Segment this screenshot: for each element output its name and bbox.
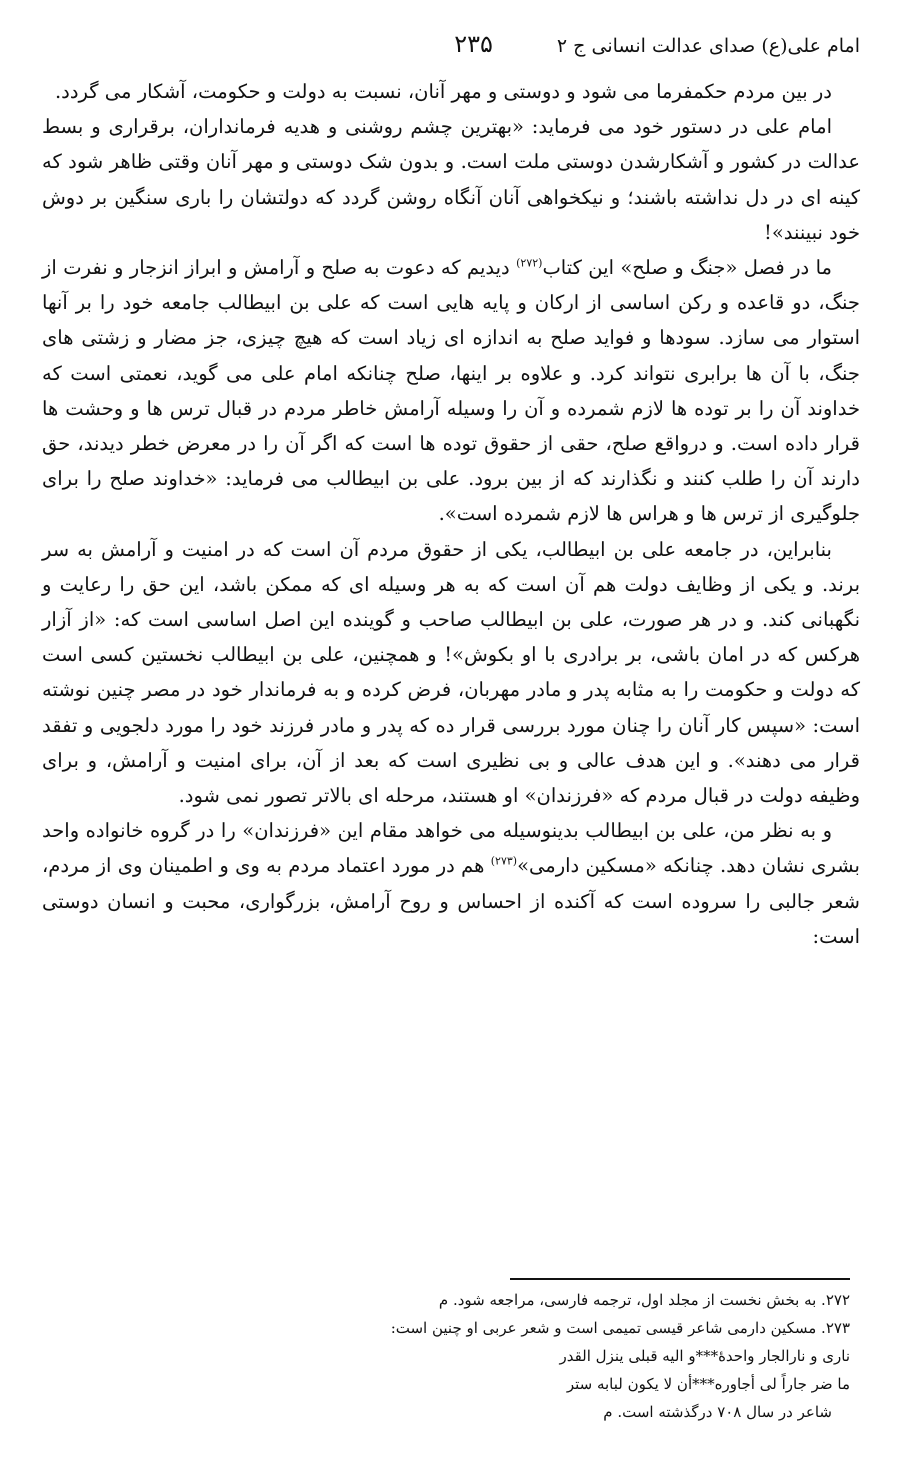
footnotes bbox=[42, 1278, 850, 1426]
paragraph-2: امام علی در دستور خود می فرماید: «بهترین چشم روشنی و هدیه فرمانداران، برقراری و بسط عدالت در کشور و آشکارشدن دوستی ملت است. و بدون شک دوستی و مهر آنان وقتی ظاهر شود که کینه ای در دل نداشته باشند؛ و نیکخواهی آنان آنگاه روشن گردد که دولتشان را باری سنگین بر دوش خود نبینند»! bbox=[42, 115, 860, 244]
page-header bbox=[42, 30, 860, 74]
paragraph-4: بنابراین، در جامعه علی بن ابیطالب، یکی از حقوق مردم آن است که در امنیت و آرامش به سر برند. و یکی از وظایف دولت هم آن است که به هر وسیله ای که ممکن باشد، این حق را رعایت و نگهبانی کند. و در هر صورت، علی بن ابیطالب صاحب و گوینده این اصل اساسی است که: «از آزار هرکس که در امان باشی، بر برادری با او بکوش»! و همچنین، علی بن ابیطالب نخستین کسی است که دولت و حکومت را به مثابه پدر و مادر مهربان، فرض کرده و به فرماندار خود در مصر چنین نوشته است: «سپس کار آنان را چنان مورد بررسی قرار ده که پدر و مادر فرزند خود را مورد دلجویی و تفقد قرار می دهند». و این هدف عالی و بی نظیری است که بعد از آن، برای امنیت و آرامش، و برای وظیفه دولت در قبال مردم که «فرزندان» او هستند، مرحله ای بالاتر تصور نمی شود. bbox=[42, 537, 860, 808]
paragraph-3 bbox=[42, 250, 860, 532]
paragraph-5 bbox=[42, 813, 860, 954]
running-title: امام علی(ع) صدای عدالت انسانی ج ۲ bbox=[556, 35, 860, 57]
paragraph-5-part-2: هم در مورد اعتماد مردم به وی و اطمینان وی از مردم، شعر جالبی را سروده است که آکنده از احساس و روح آرامش، بزرگواری، محبت و انسان دوستی است: bbox=[42, 854, 860, 948]
footnote-272: ۲۷۲. به بخش نخست از مجلد اول، ترجمه فارسی، مراجعه شود. م bbox=[438, 1291, 850, 1309]
footnote-ref-272[interactable]: (۲۷۲) bbox=[516, 256, 543, 270]
footnote-ref-273[interactable]: (۲۷۳) bbox=[490, 854, 518, 868]
paragraph-1: در بین مردم حکمفرما می شود و دوستی و مهر آنان، نسبت به دولت و حکومت، آشکار می گردد. bbox=[54, 80, 832, 103]
footnote-273-note: شاعر در سال ۷۰۸ درگذشته است. م bbox=[603, 1403, 832, 1421]
paragraph-3-part-2: دیدیم که دعوت به صلح و آرامش و ابراز انزجار و نفرت از جنگ، دو قاعده و رکن اساسی از ارکان و پایه هایی است که علی بن ابیطالب جامعه خود را بر آنها استوار می سازد. سودها و فواید صلح به اندازه ای زیاد است که هیچ چیزی، جز مضار و زشتی های جنگ، با آن ها برابری نتواند کرد. و علاوه بر اینها، صلح چنانکه امام علی می گوید، نعمتی است که خداوند آن را بر توده ها لازم شمرده و آن را وسیله آرامش خاطر مردم در قبال ترس ها و وحشت ها قرار داده است. و درواقع صلح، حقی از حقوق توده ها است که اگر آن را در معرض خطر دیدند، حق دارند آن را طلب کنند و نگذارند که از بین برود. علی بن ابیطالب می فرماید: «خداوند صلح را برای جلوگیری از ترس ها و هراس ها لازم شمرده است». bbox=[42, 256, 860, 526]
body-text bbox=[42, 74, 860, 954]
poem-line-1: ناری و نارالجار واحدهٔ***و الیه قبلی ینزل القدر bbox=[559, 1347, 850, 1365]
poem-line-2: ما ضر جاراً لی أجاوره***أن لا یکون لبابه ستر bbox=[566, 1375, 850, 1393]
paragraph-3-part-1: ما در فصل «جنگ و صلح» این کتاب bbox=[542, 256, 832, 280]
paragraph-5-part-1: و به نظر من، علی بن ابیطالب بدینوسیله می خواهد مقام این «فرزندان» را در گروه خانواده واحد بشری نشان دهد. چنانکه «مسکین دارمی» bbox=[42, 819, 860, 878]
footnote-divider bbox=[510, 1278, 850, 1280]
footnote-273: ۲۷۳. مسکین دارمی شاعر قیسی تمیمی است و شعر عربی او چنین است: bbox=[390, 1319, 850, 1337]
page-number: ۲۳۵ bbox=[454, 30, 493, 58]
